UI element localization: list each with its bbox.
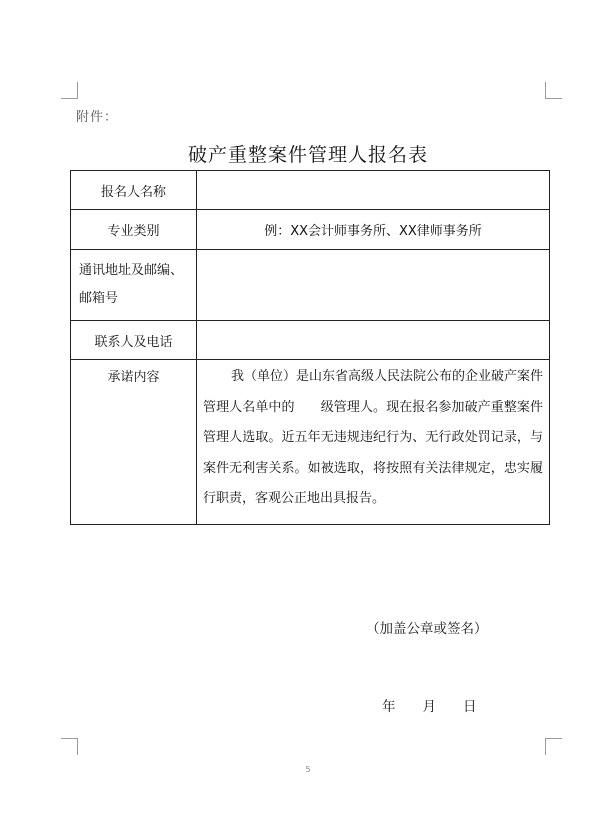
crop-mark-bottom-left xyxy=(61,738,78,755)
date-year-label: 年 xyxy=(382,699,396,715)
label-commitment: 承诺内容 xyxy=(71,360,197,525)
commitment-text: 我（单位）是山东省高级人民法院公布的企业破产案件管理人名单中的 级管理人。现在报名参加破产重整案件管理人选取。近五年无违规违纪行为、无行政处罚记录，与案件无利害关系。如被选取，将按照有关法律规定，忠实履行职责，客观公正地出具报告。 xyxy=(197,360,550,525)
crop-mark-top-right xyxy=(545,82,562,99)
seal-or-signature-note: （加盖公章或签名） xyxy=(366,621,488,637)
table-row xyxy=(71,360,550,525)
page-number: 5 xyxy=(305,765,311,774)
field-contact-phone[interactable] xyxy=(197,321,550,360)
label-address-line1: 通讯地址及邮编、 xyxy=(79,263,184,278)
crop-mark-top-left xyxy=(61,82,78,99)
registration-form-table xyxy=(70,170,550,525)
date-day-label: 日 xyxy=(463,699,477,715)
date-line xyxy=(382,695,477,715)
field-address-postcode-email[interactable] xyxy=(197,250,550,321)
table-row xyxy=(71,210,550,250)
label-profession-category: 专业类别 xyxy=(71,210,197,250)
label-address-line2: 邮箱号 xyxy=(79,291,119,306)
label-applicant-name: 报名人名称 xyxy=(71,171,197,210)
attachment-label: 附件： xyxy=(76,110,119,125)
label-address-postcode-email xyxy=(71,250,197,321)
crop-mark-bottom-right xyxy=(545,738,562,755)
document-title: 破产重整案件管理人报名表 xyxy=(187,144,428,166)
table-row xyxy=(71,321,550,360)
field-applicant-name[interactable] xyxy=(197,171,550,210)
label-contact-phone: 联系人及电话 xyxy=(71,321,197,360)
table-row xyxy=(71,250,550,321)
table-row xyxy=(71,171,550,210)
date-month-label: 月 xyxy=(422,699,436,715)
field-profession-category[interactable]: 例：XX会计师事务所、XX律师事务所 xyxy=(197,210,550,250)
